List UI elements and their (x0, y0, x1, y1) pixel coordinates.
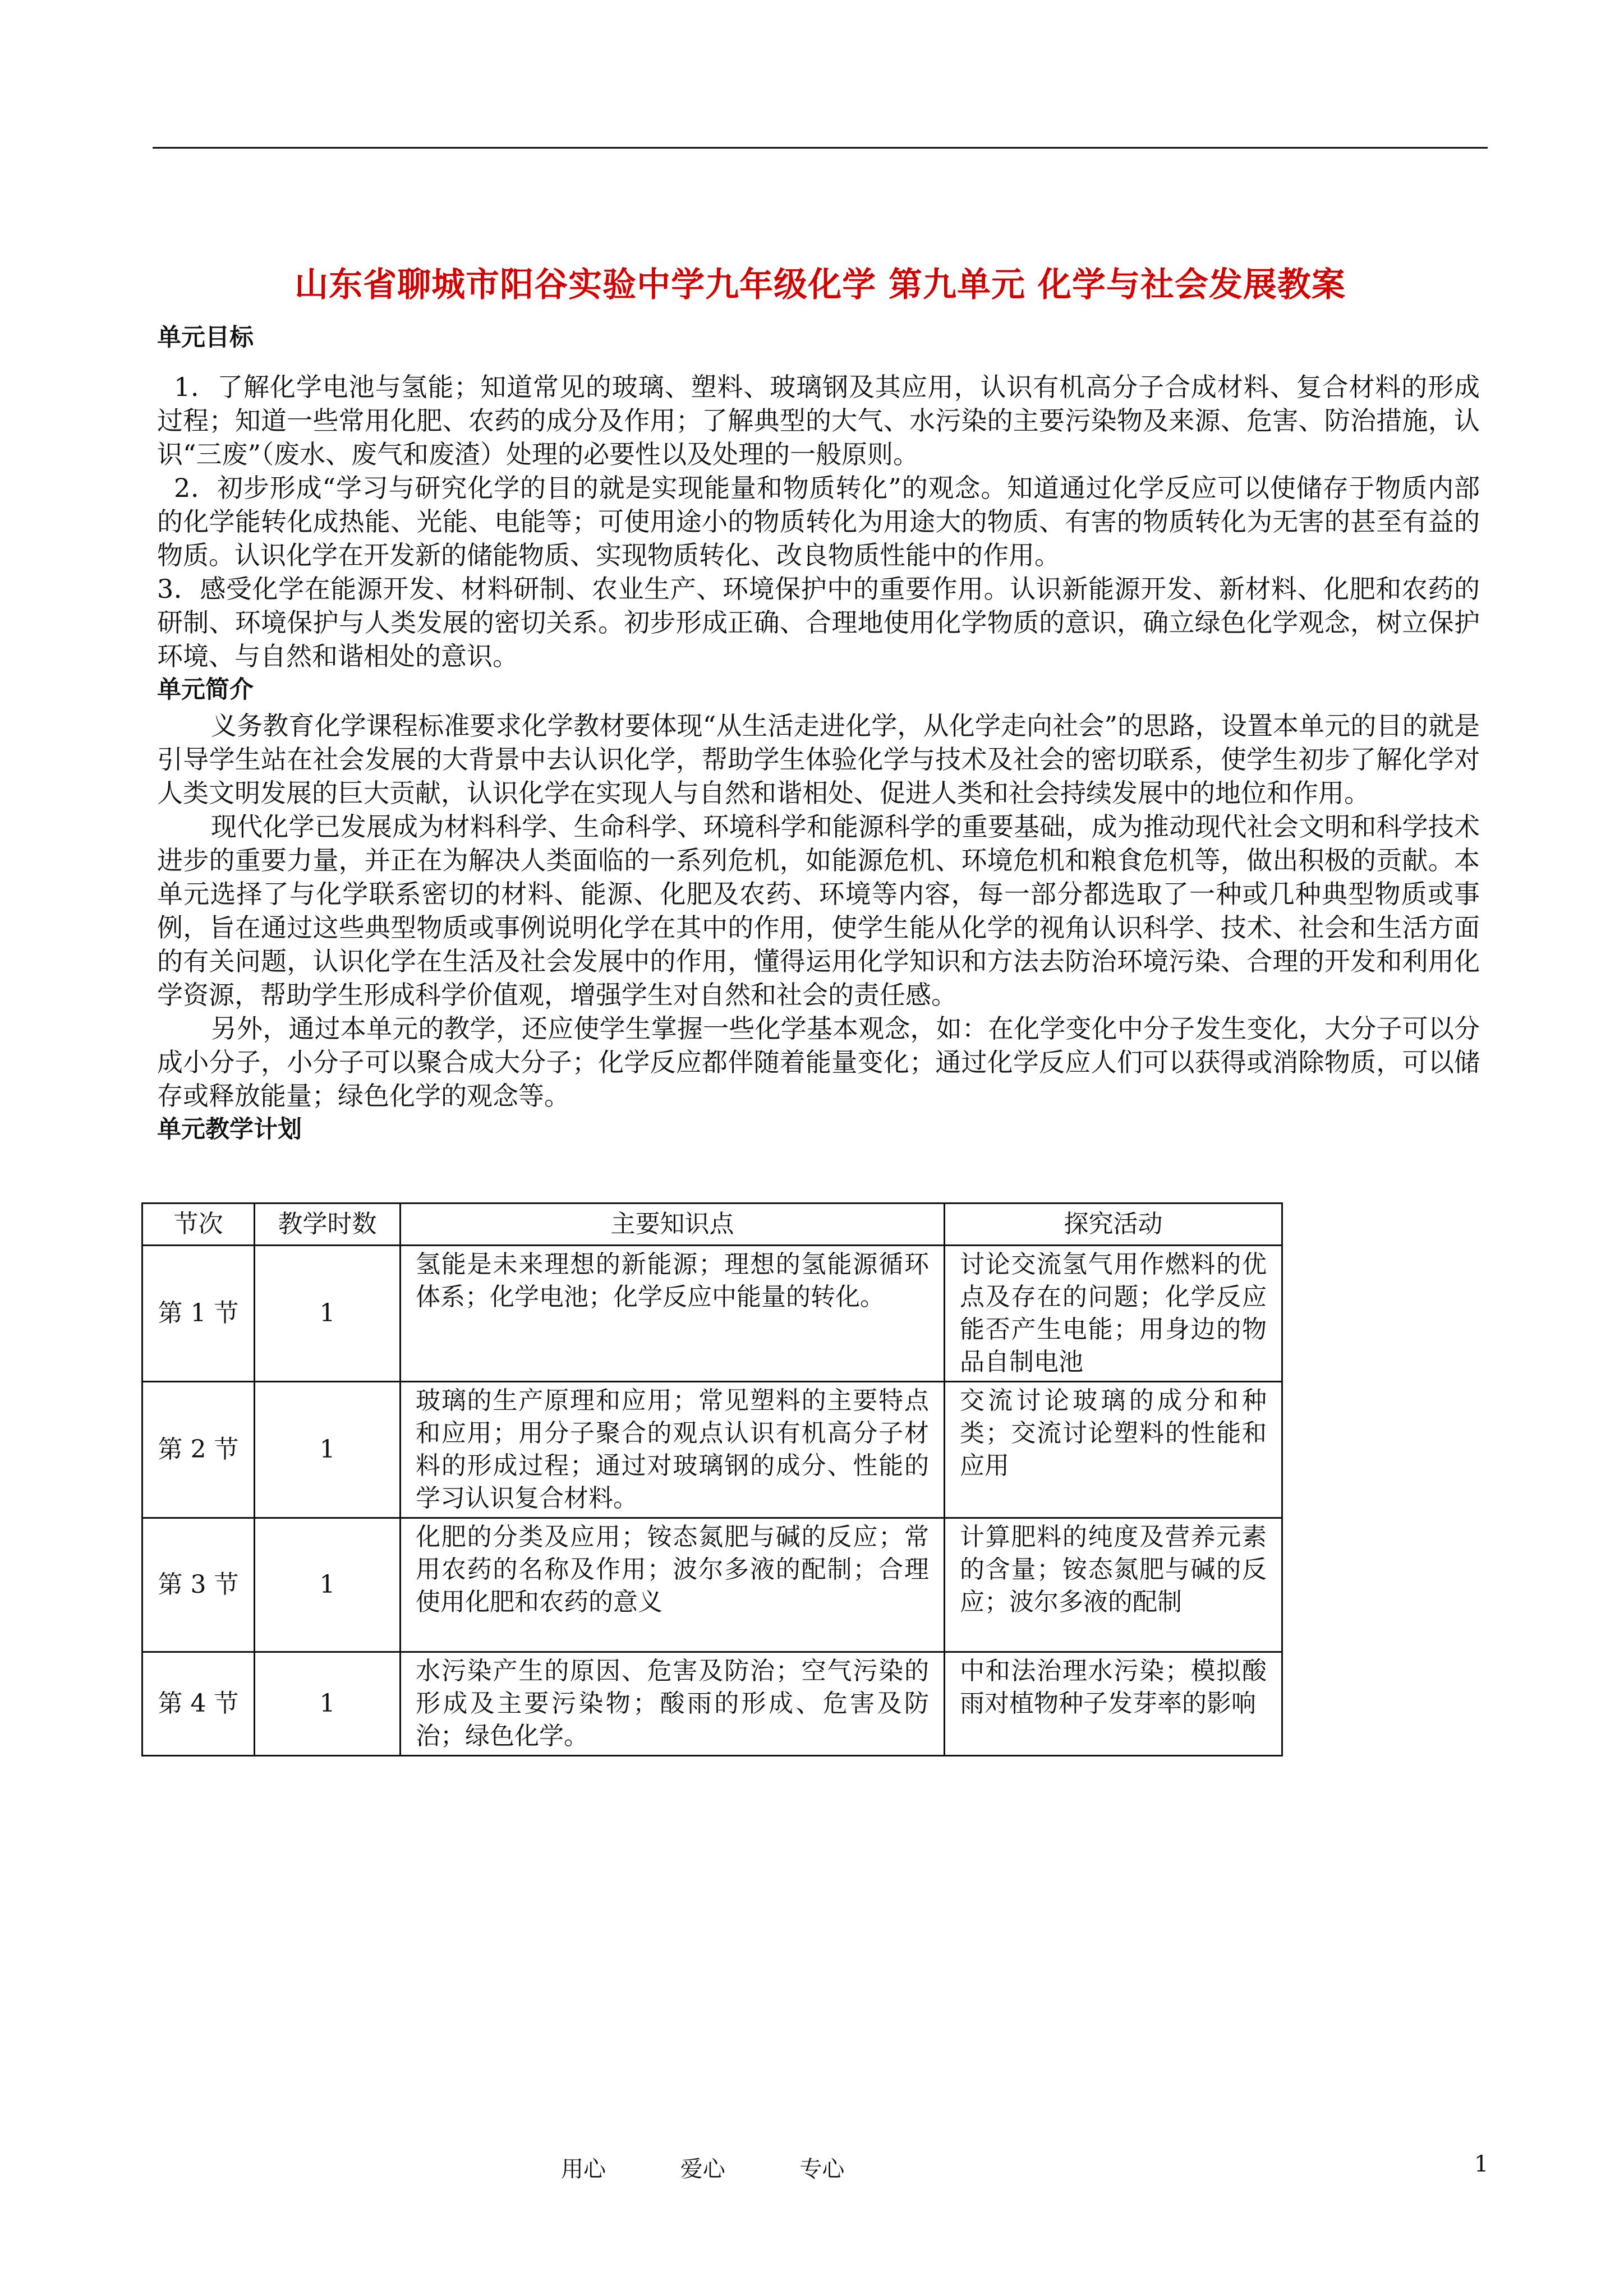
footer-motto: 用心 (561, 2156, 606, 2182)
cell-hours: 1 (255, 1246, 401, 1382)
objective-item: 3．感受化学在能源开发、材料研制、农业生产、环境保护中的重要作用。认识新能源开发、新材料、化肥和农药的研制、环境保护与人类发展的密切关系。初步形成正确、合理地使用化学物质的意识，确立绿色化学观念，树立保护环境、与自然和谐相处的意识。 (157, 574, 1480, 671)
footer-motto: 专心 (799, 2156, 845, 2182)
table-row (142, 1246, 1282, 1382)
cell-knowledge: 玻璃的生产原理和应用；常见塑料的主要特点和应用；用分子聚合的观点认识有机高分子材料的形成过程；通过对玻璃钢的成分、性能的学习认识复合材料。 (401, 1382, 945, 1518)
cell-hours: 1 (255, 1382, 401, 1518)
intro-paragraph: 义务教育化学课程标准要求化学教材要体现“从生活走进化学，从化学走向社会”的思路，设置本单元的目的就是引导学生站在社会发展的大背景中去认识化学，帮助学生体验化学与技术及社会的密切联系，使学生初步了解化学对人类文明发展的巨大贡献，认识化学在实现人与自然和谐相处、促进人类和社会持续发展中的地位和作用。 (157, 711, 1480, 808)
document-body (157, 321, 1480, 1146)
intro-paragraph: 另外，通过本单元的教学，还应使学生掌握一些化学基本观念，如：在化学变化中分子发生变化，大分子可以分成小分子，小分子可以聚合成大分子；化学反应都伴随着能量变化；通过化学反应人们可以获得或消除物质，可以储存或释放能量；绿色化学的观念等。 (157, 1013, 1480, 1111)
teaching-plan-table (141, 1202, 1283, 1756)
cell-activity: 交流讨论玻璃的成分和种类；交流讨论塑料的性能和应用 (945, 1382, 1282, 1518)
objectives-list (157, 370, 1480, 673)
header-section: 节次 (142, 1204, 255, 1246)
cell-activity: 计算肥料的纯度及营养元素的含量；铵态氮肥与碱的反应；波尔多液的配制 (945, 1518, 1282, 1652)
objectives-heading: 单元目标 (157, 324, 254, 352)
header-knowledge: 主要知识点 (401, 1204, 945, 1246)
cell-section: 第 3 节 (142, 1518, 255, 1652)
cell-hours: 1 (255, 1652, 401, 1756)
table-row (142, 1382, 1282, 1518)
intro-paragraph: 现代化学已发展成为材料科学、生命科学、环境科学和能源科学的重要基础，成为推动现代社会文明和科学技术进步的重要力量，并正在为解决人类面临的一系列危机，如能源危机、环境危机和粮食危机等，做出积极的贡献。本单元选择了与化学联系密切的材料、能源、化肥及农药、环境等内容，每一部分都选取了一种或几种典型物质或事例，旨在通过这些典型物质或事例说明化学在其中的作用，使学生能从化学的视角认识科学、技术、社会和生活方面的有关问题，认识化学在生活及社会发展中的作用，懂得运用化学知识和方法去防治环境污染、合理的开发和利用化学资源，帮助学生形成科学价值观，增强学生对自然和社会的责任感。 (157, 812, 1480, 1010)
page-number: 1 (1474, 2151, 1489, 2177)
objective-item: 1．了解化学电池与氢能；知道常见的玻璃、塑料、玻璃钢及其应用，认识有机高分子合成材料、复合材料的形成过程；知道一些常用化肥、农药的成分及作用；了解典型的大气、水污染的主要污染物及来源、危害、防治措施，认识“三废”（废水、废气和废渣）处理的必要性以及处理的一般原则。 (157, 372, 1480, 469)
table-header-row (142, 1204, 1282, 1246)
cell-knowledge: 氢能是未来理想的新能源；理想的氢能源循环体系；化学电池；化学反应中能量的转化。 (401, 1246, 945, 1382)
header-hours: 教学时数 (255, 1204, 401, 1246)
document-title: 山东省聊城市阳谷实验中学九年级化学 第九单元 化学与社会发展教案 (295, 265, 1346, 305)
footer-motto: 爱心 (680, 2156, 725, 2182)
cell-section: 第 4 节 (142, 1652, 255, 1756)
table-row (142, 1652, 1282, 1756)
cell-knowledge: 化肥的分类及应用；铵态氮肥与碱的反应；常用农药的名称及作用；波尔多液的配制；合理使用化肥和农药的意义 (401, 1518, 945, 1652)
cell-section: 第 2 节 (142, 1382, 255, 1518)
plan-heading: 单元教学计划 (157, 1115, 302, 1144)
cell-knowledge: 水污染产生的原因、危害及防治；空气污染的形成及主要污染物；酸雨的形成、危害及防治；绿色化学。 (401, 1652, 945, 1756)
intro-paragraphs (157, 709, 1480, 1113)
cell-activity: 中和法治理水污染；模拟酸雨对植物种子发芽率的影响 (945, 1652, 1282, 1756)
header-rule (153, 147, 1488, 149)
cell-section: 第 1 节 (142, 1246, 255, 1382)
header-activity: 探究活动 (945, 1204, 1282, 1246)
table-row (142, 1518, 1282, 1652)
intro-heading: 单元简介 (157, 676, 254, 704)
objective-item: 2．初步形成“学习与研究化学的目的就是实现能量和物质转化”的观念。知道通过化学反应可以使储存于物质内部的化学能转化成热能、光能、电能等；可使用途小的物质转化为用途大的物质、有害的物质转化为无害的甚至有益的物质。认识化学在开发新的储能物质、实现物质转化、改良物质性能中的作用。 (157, 473, 1480, 570)
cell-hours: 1 (255, 1518, 401, 1652)
cell-activity: 讨论交流氢气用作燃料的优点及存在的问题；化学反应能否产生电能；用身边的物品自制电池 (945, 1246, 1282, 1382)
footer-mottos (561, 2151, 912, 2183)
